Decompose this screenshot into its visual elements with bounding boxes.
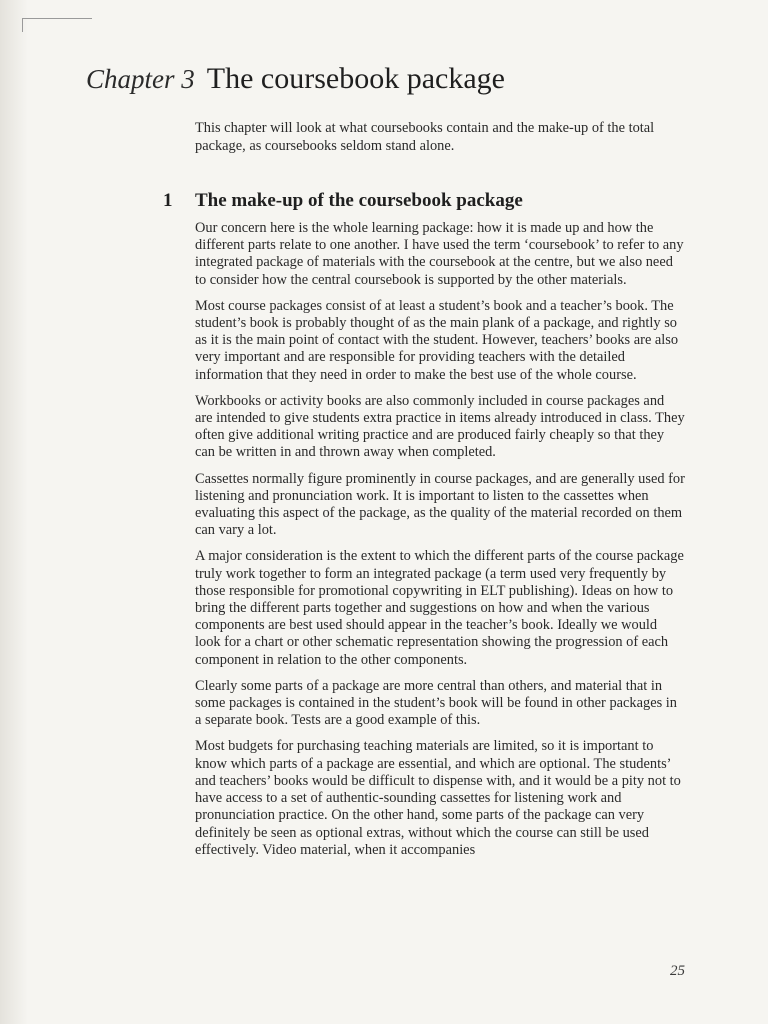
paragraph: Most course packages consist of at least a student’s book and a teacher’s book. The student’s book is probably thought of as the main plank of a package, and rightly so as it is the main point of contact with the student. However, teachers’ books are also very important and are responsible for providing teachers with the detailed information that they need in order to make the best use of the whole course.	[195, 297, 679, 383]
crop-mark-vertical	[22, 18, 23, 32]
page-binding-edge	[0, 0, 28, 1024]
chapter-intro: This chapter will look at what coursebooks contain and the make-up of the total package, as coursebooks seldom stand alone.	[195, 120, 655, 154]
page-number: 25	[670, 963, 685, 979]
section-body	[195, 220, 685, 868]
paragraph: Our concern here is the whole learning package: how it is made up and how the different parts relate to one another. I have used the term ‘coursebook’ to refer to any integrated package of materials with the coursebook at the centre, but we also need to consider how the central coursebook is supported by the other materials.	[195, 220, 684, 288]
section-heading	[163, 190, 683, 212]
chapter-label: Chapter 3	[86, 64, 195, 94]
paragraph: A major consideration is the extent to which the different parts of the course package truly work together to form an integrated package (a term used very frequently by those responsible for promotional copywriting in ELT publishing). Ideas on how to bring the different parts together and suggestions on how and when the various components are best used should appear in the teacher’s book. Ideally we would look for a chart or other schematic representation showing the progression of each component in relation to the other components.	[195, 548, 684, 668]
paragraph: Cassettes normally figure prominently in course packages, and are generally used for listening and pronunciation work. It is important to listen to the cassettes when evaluating this aspect of the package, as the quality of the material recorded on them can vary a lot.	[195, 470, 685, 539]
paragraph: Most budgets for purchasing teaching materials are limited, so it is important to know which parts of a package are essential, and which are optional. The students’ and teachers’ books would be difficult to dispense with, and it would be a pity not to have access to a set of authentic-sounding cassettes for listening work and pronunciation practice. On the other hand, some parts of the package can very definitely be seen as optional extras, without which the course can still be used effectively. Video material, when it accompanies	[195, 738, 681, 858]
paragraph: Clearly some parts of a package are more central than others, and material that in some packages is contained in the student’s book will be found in other packages in a separate book. Tests are a good example of this.	[195, 677, 677, 729]
section-title: The make-up of the coursebook package	[195, 190, 523, 211]
chapter-title: The coursebook package	[206, 62, 505, 95]
paragraph: Workbooks or activity books are also commonly included in course packages and are intended to give students extra practice in items already introduced in class. They often give additional writing practice and are produced fairly cheaply so that they can be written in and thrown away when completed.	[195, 392, 685, 461]
crop-mark	[22, 18, 92, 19]
section-number: 1	[163, 190, 173, 211]
chapter-heading	[86, 62, 686, 96]
